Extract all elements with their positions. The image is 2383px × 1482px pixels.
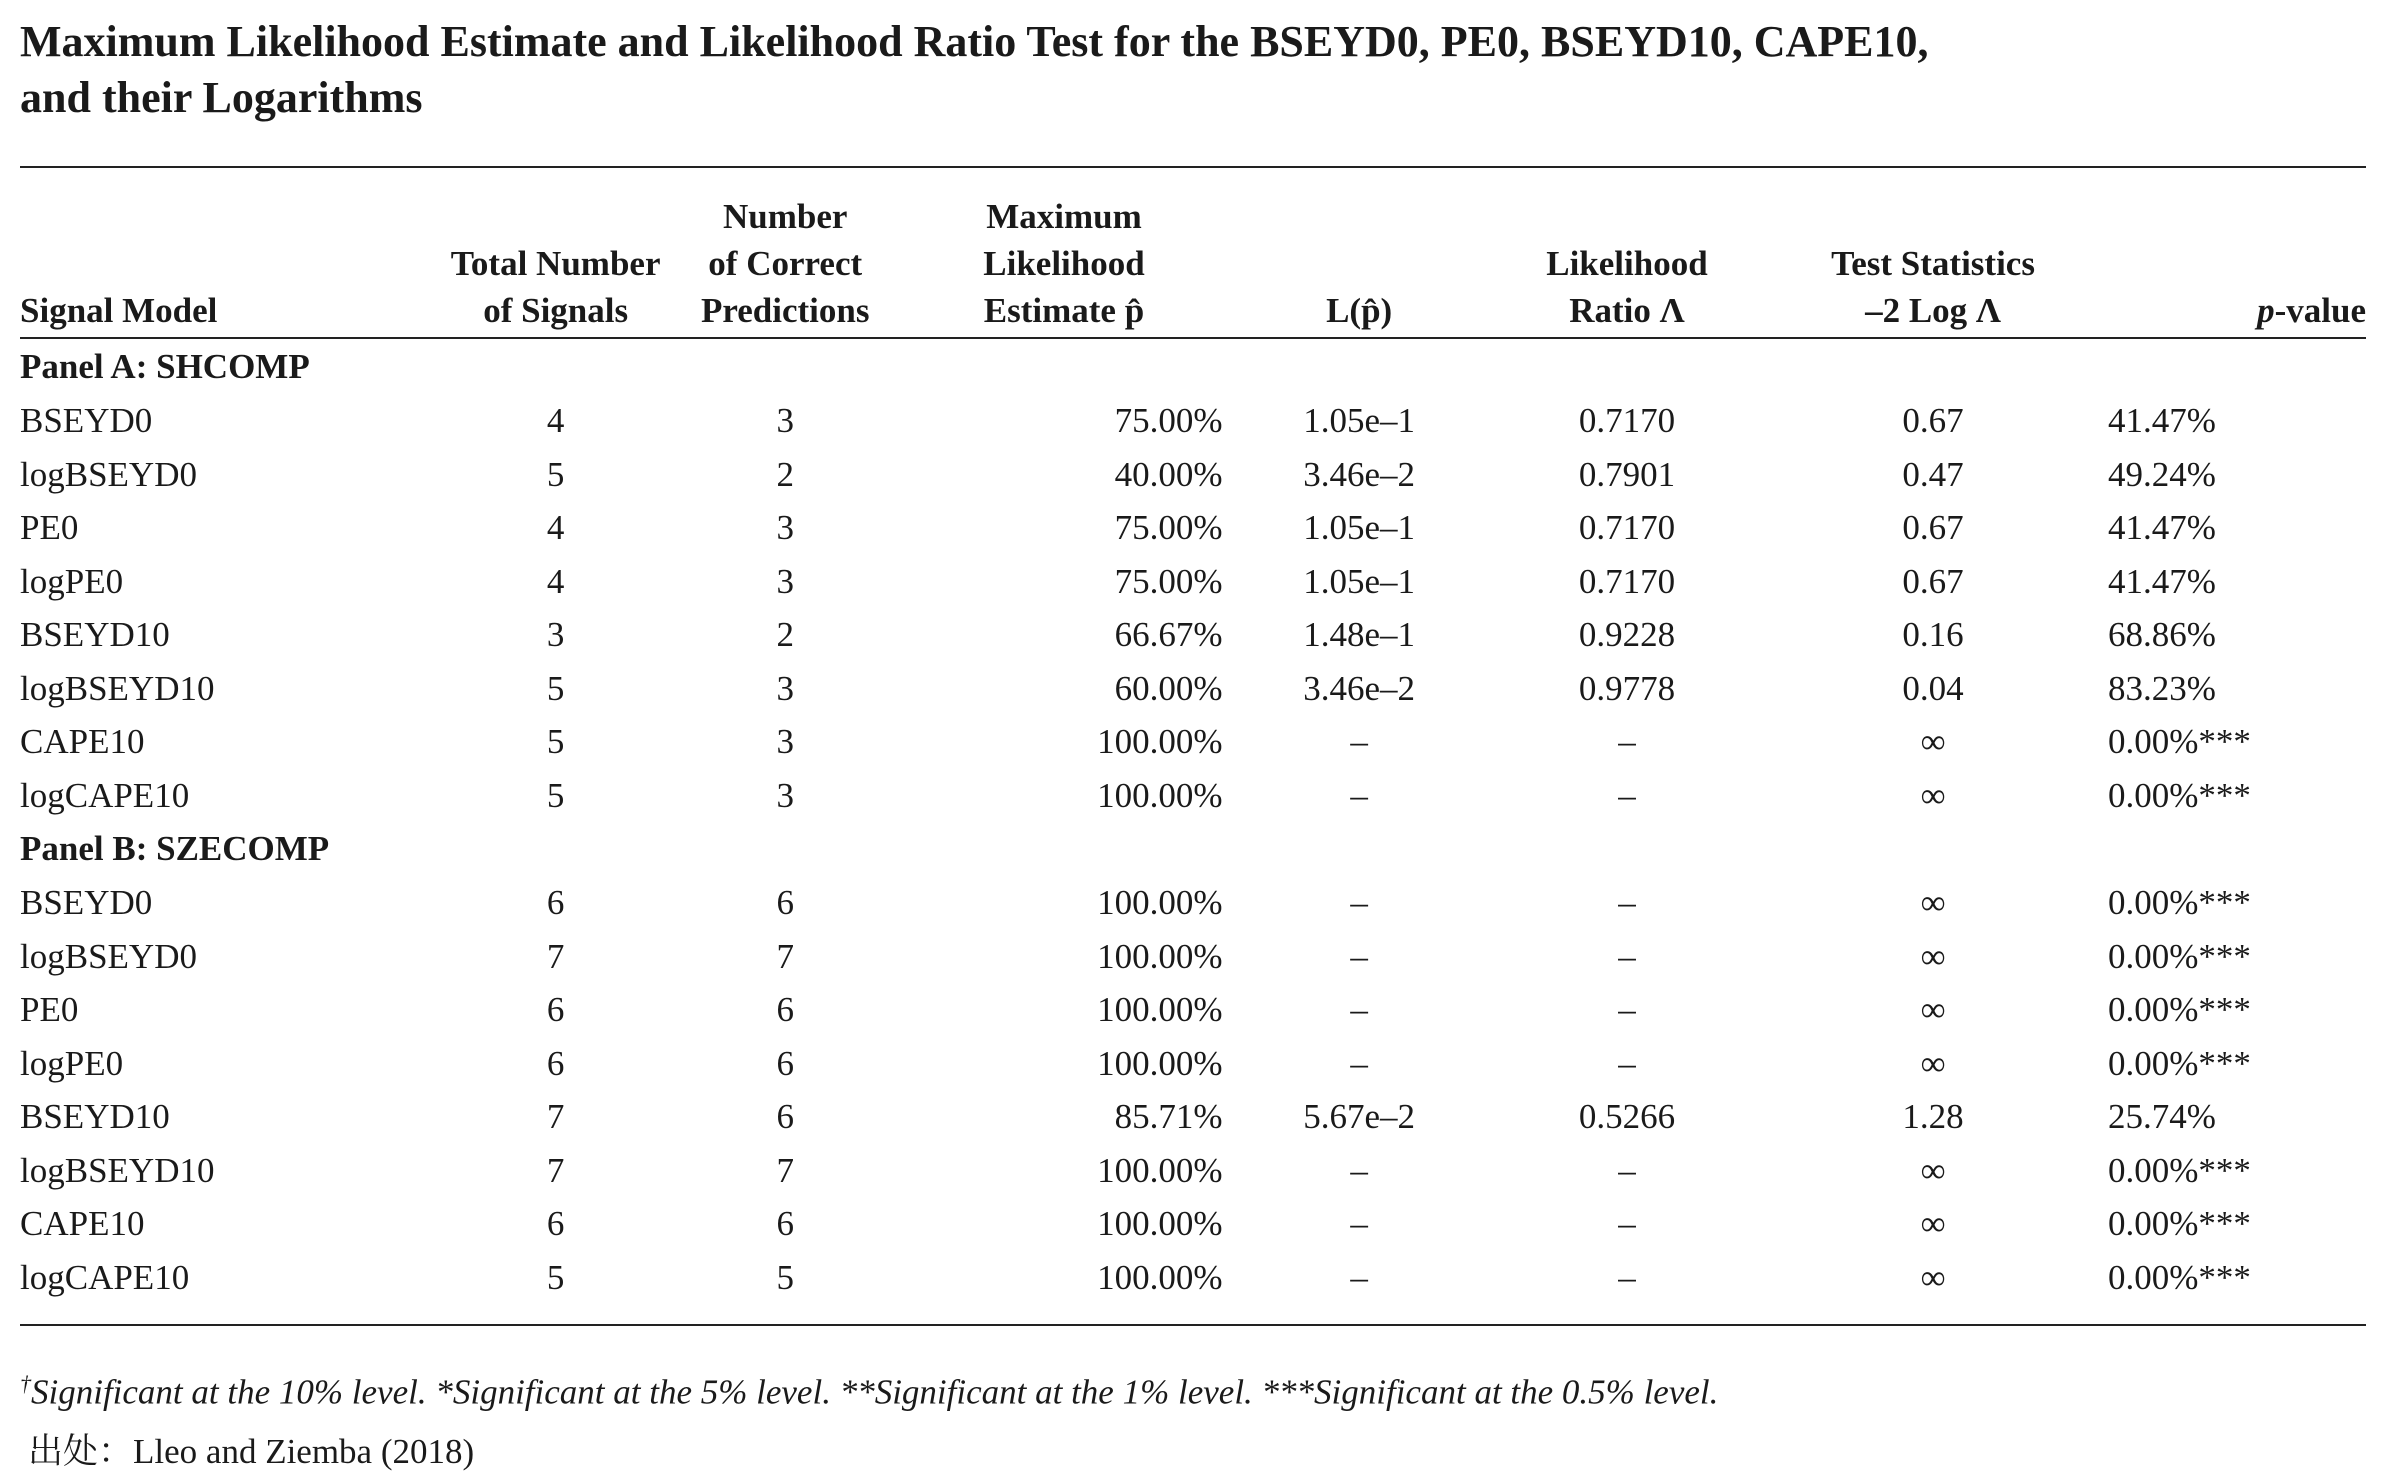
- cell-test-statistic: ∞: [1920, 883, 1946, 922]
- dagger-mark: †: [20, 1371, 31, 1396]
- cell-correct-predictions: 7: [776, 1150, 794, 1190]
- cell-likelihood-value: –: [1350, 775, 1368, 815]
- table-row: [20, 876, 2366, 930]
- bottom-rule: [20, 1324, 2366, 1326]
- source-text: Lleo and Ziemba (2018): [133, 1432, 475, 1471]
- cell-likelihood-value: –: [1350, 1204, 1368, 1243]
- title-line-2: and their Logarithms: [20, 73, 423, 122]
- cell-likelihood-value: 1.05e–1: [1303, 401, 1416, 440]
- cell-mle: 100.00%: [1097, 1043, 1223, 1083]
- cell-mle: 100.00%: [1097, 775, 1223, 815]
- cell-correct-predictions: 7: [776, 936, 794, 976]
- cell-total-signals: 4: [546, 508, 565, 547]
- cell-correct-predictions: 3: [776, 775, 794, 815]
- cell-test-statistic: ∞: [1920, 1204, 1946, 1243]
- cell-likelihood-value: 5.67e–2: [1303, 1097, 1416, 1136]
- cell-total-signals: 6: [546, 1043, 565, 1083]
- cell-p-value: 41.47%: [2107, 508, 2216, 547]
- cell-signal-model: CAPE10: [20, 1204, 145, 1243]
- cell-test-statistic: 0.47: [1902, 454, 1964, 494]
- cell-likelihood-ratio: –: [1618, 1043, 1636, 1083]
- header-row: [20, 174, 2366, 340]
- cell-likelihood-ratio: 0.7170: [1578, 508, 1676, 547]
- cell-mle: 100.00%: [1097, 1204, 1223, 1243]
- cell-likelihood-ratio: –: [1618, 990, 1636, 1029]
- table-row: [20, 1197, 2366, 1251]
- header-test-statistics: Test Statistics –2 Log Λ: [1831, 244, 2035, 330]
- cell-likelihood-ratio: –: [1618, 883, 1636, 922]
- header-correct-predictions: Number of Correct Predictions: [700, 197, 870, 330]
- cell-mle: 85.71%: [1114, 1097, 1223, 1136]
- cell-test-statistic: ∞: [1920, 1150, 1946, 1190]
- cell-signal-model: logPE0: [20, 1043, 124, 1083]
- cell-likelihood-value: 1.48e–1: [1303, 615, 1416, 654]
- cell-likelihood-value: –: [1350, 1043, 1368, 1083]
- significance-footnote: [20, 1354, 1718, 1423]
- cell-total-signals: 7: [546, 1150, 565, 1190]
- cell-test-statistic: ∞: [1920, 1257, 1946, 1297]
- cell-mle: 100.00%: [1097, 1257, 1223, 1297]
- cell-total-signals: 7: [546, 1097, 565, 1136]
- table-row: [20, 394, 2366, 448]
- cell-correct-predictions: 6: [776, 990, 794, 1029]
- table-row: [20, 1251, 2366, 1305]
- cell-likelihood-value: –: [1350, 990, 1368, 1029]
- cell-mle: 75.00%: [1114, 401, 1223, 440]
- panel-label: Panel A: SHCOMP: [20, 347, 310, 387]
- cell-signal-model: PE0: [20, 508, 79, 547]
- panel-header-row: [20, 822, 2366, 876]
- cell-likelihood-value: 1.05e–1: [1303, 508, 1416, 547]
- cell-p-value: 0.00%***: [2107, 883, 2251, 922]
- cell-correct-predictions: 3: [776, 508, 794, 547]
- cell-signal-model: BSEYD0: [20, 401, 153, 440]
- cell-mle: 100.00%: [1097, 936, 1223, 976]
- cell-mle: 75.00%: [1114, 508, 1223, 547]
- table-row: [20, 1037, 2366, 1091]
- cell-likelihood-ratio: –: [1618, 775, 1636, 815]
- header-likelihood-value: L(p̂): [1326, 291, 1393, 330]
- cell-mle: 100.00%: [1097, 722, 1223, 761]
- cell-correct-predictions: 6: [776, 1097, 794, 1136]
- table-title: [20, 14, 2366, 126]
- cell-test-statistic: ∞: [1920, 990, 1946, 1029]
- title-line-1: Maximum Likelihood Estimate and Likelihood Ratio Test for the BSEYD0, PE0, BSEYD10, CAPE10,: [20, 17, 1929, 66]
- cell-test-statistic: 0.04: [1902, 668, 1964, 708]
- source-label: 出处：: [28, 1432, 134, 1472]
- cell-likelihood-value: –: [1350, 883, 1368, 922]
- cell-correct-predictions: 3: [776, 668, 794, 708]
- cell-p-value: 49.24%: [2107, 454, 2216, 494]
- cell-p-value: 0.00%***: [2107, 990, 2251, 1029]
- cell-test-statistic: ∞: [1920, 722, 1946, 761]
- table-row: [20, 501, 2366, 555]
- cell-likelihood-ratio: 0.7901: [1578, 454, 1676, 494]
- cell-correct-predictions: 3: [776, 561, 794, 601]
- cell-correct-predictions: 3: [776, 722, 794, 761]
- cell-likelihood-ratio: 0.9228: [1578, 615, 1676, 654]
- header-p-value: p-value: [2257, 291, 2366, 330]
- cell-likelihood-ratio: –: [1618, 1150, 1636, 1190]
- header-total-signals: Total Number of Signals: [450, 244, 661, 330]
- cell-p-value: 0.00%***: [2107, 936, 2251, 976]
- cell-correct-predictions: 6: [776, 1043, 794, 1083]
- top-rule: [20, 166, 2366, 168]
- cell-correct-predictions: 3: [776, 401, 794, 440]
- cell-signal-model: logBSEYD10: [20, 1150, 215, 1190]
- cell-signal-model: PE0: [20, 990, 79, 1029]
- table-row: [20, 930, 2366, 984]
- cell-mle: 75.00%: [1114, 561, 1223, 601]
- header-signal-model: Signal Model: [20, 291, 218, 330]
- cell-likelihood-value: –: [1350, 936, 1368, 976]
- cell-likelihood-ratio: –: [1618, 936, 1636, 976]
- cell-likelihood-value: –: [1350, 722, 1368, 761]
- header-likelihood-ratio: Likelihood Ratio Λ: [1546, 244, 1708, 330]
- cell-likelihood-ratio: –: [1618, 1204, 1636, 1243]
- cell-test-statistic: ∞: [1920, 775, 1946, 815]
- cell-signal-model: logCAPE10: [20, 1257, 190, 1297]
- cell-signal-model: BSEYD0: [20, 883, 153, 922]
- cell-signal-model: logBSEYD0: [20, 454, 197, 494]
- table-row: [20, 715, 2366, 769]
- table-row: [20, 1090, 2366, 1144]
- cell-likelihood-ratio: 0.7170: [1578, 561, 1676, 601]
- cell-test-statistic: 0.67: [1902, 561, 1964, 601]
- cell-mle: 100.00%: [1097, 990, 1223, 1029]
- cell-signal-model: logPE0: [20, 561, 124, 601]
- document-page: [20, 14, 2366, 1472]
- footnote-text: Significant at the 10% level. *Significant at the 5% level. **Significant at the 1% level. ***Significant at the 0.5% level.: [31, 1372, 1719, 1412]
- table-row: [20, 608, 2366, 662]
- cell-total-signals: 5: [546, 454, 565, 494]
- table-row: [20, 769, 2366, 823]
- cell-p-value: 0.00%***: [2107, 775, 2251, 815]
- cell-p-value: 0.00%***: [2107, 1204, 2251, 1243]
- cell-p-value: 83.23%: [2107, 668, 2216, 708]
- cell-total-signals: 5: [546, 775, 565, 815]
- cell-mle: 40.00%: [1114, 454, 1223, 494]
- table-row: [20, 983, 2366, 1037]
- cell-likelihood-value: 3.46e–2: [1303, 668, 1416, 708]
- panel-label: Panel B: SZECOMP: [20, 829, 330, 869]
- cell-correct-predictions: 5: [776, 1257, 794, 1297]
- cell-mle: 100.00%: [1097, 1150, 1223, 1190]
- source-citation: [28, 1422, 474, 1482]
- cell-total-signals: 4: [546, 561, 565, 601]
- cell-test-statistic: ∞: [1920, 936, 1946, 976]
- cell-likelihood-ratio: 0.7170: [1578, 401, 1676, 440]
- cell-total-signals: 6: [546, 1204, 565, 1243]
- cell-total-signals: 5: [546, 668, 565, 708]
- cell-likelihood-ratio: –: [1618, 722, 1636, 761]
- cell-total-signals: 5: [546, 1257, 565, 1297]
- table-row: [20, 555, 2366, 609]
- results-table: [20, 174, 2366, 1304]
- cell-total-signals: 6: [546, 883, 565, 922]
- cell-likelihood-value: 1.05e–1: [1303, 561, 1416, 601]
- cell-total-signals: 7: [546, 936, 565, 976]
- header-mle: Maximum Likelihood Estimate p̂: [983, 197, 1145, 330]
- cell-signal-model: logCAPE10: [20, 775, 190, 815]
- panel-header-row: [20, 340, 2366, 394]
- cell-test-statistic: 0.67: [1902, 508, 1964, 547]
- cell-correct-predictions: 2: [776, 454, 794, 494]
- cell-correct-predictions: 2: [776, 615, 794, 654]
- cell-p-value: 25.74%: [2107, 1097, 2216, 1136]
- cell-p-value: 41.47%: [2107, 561, 2216, 601]
- cell-likelihood-ratio: 0.9778: [1578, 668, 1676, 708]
- cell-total-signals: 4: [546, 401, 565, 440]
- cell-total-signals: 6: [546, 990, 565, 1029]
- cell-p-value: 41.47%: [2107, 401, 2216, 440]
- cell-p-value: 0.00%***: [2107, 1150, 2251, 1190]
- cell-test-statistic: 0.16: [1902, 615, 1964, 654]
- cell-test-statistic: 1.28: [1902, 1097, 1964, 1136]
- cell-signal-model: BSEYD10: [20, 615, 170, 654]
- cell-signal-model: CAPE10: [20, 722, 145, 761]
- cell-signal-model: logBSEYD10: [20, 668, 215, 708]
- table-row: [20, 448, 2366, 502]
- cell-test-statistic: 0.67: [1902, 401, 1964, 440]
- cell-p-value: 0.00%***: [2107, 722, 2251, 761]
- table-row: [20, 1144, 2366, 1198]
- cell-correct-predictions: 6: [776, 883, 794, 922]
- cell-likelihood-value: –: [1350, 1257, 1368, 1297]
- table-row: [20, 662, 2366, 716]
- cell-likelihood-ratio: 0.5266: [1578, 1097, 1676, 1136]
- cell-mle: 60.00%: [1114, 668, 1223, 708]
- cell-total-signals: 3: [546, 615, 565, 654]
- cell-test-statistic: ∞: [1920, 1043, 1946, 1083]
- cell-total-signals: 5: [546, 722, 565, 761]
- cell-signal-model: logBSEYD0: [20, 936, 197, 976]
- cell-p-value: 0.00%***: [2107, 1043, 2251, 1083]
- cell-mle: 100.00%: [1097, 883, 1223, 922]
- table-body: [20, 340, 2366, 1304]
- cell-p-value: 68.86%: [2107, 615, 2216, 654]
- cell-signal-model: BSEYD10: [20, 1097, 170, 1136]
- cell-mle: 66.67%: [1114, 615, 1223, 654]
- cell-correct-predictions: 6: [776, 1204, 794, 1243]
- cell-p-value: 0.00%***: [2107, 1257, 2251, 1297]
- cell-likelihood-value: –: [1350, 1150, 1368, 1190]
- cell-likelihood-ratio: –: [1618, 1257, 1636, 1297]
- cell-likelihood-value: 3.46e–2: [1303, 454, 1416, 494]
